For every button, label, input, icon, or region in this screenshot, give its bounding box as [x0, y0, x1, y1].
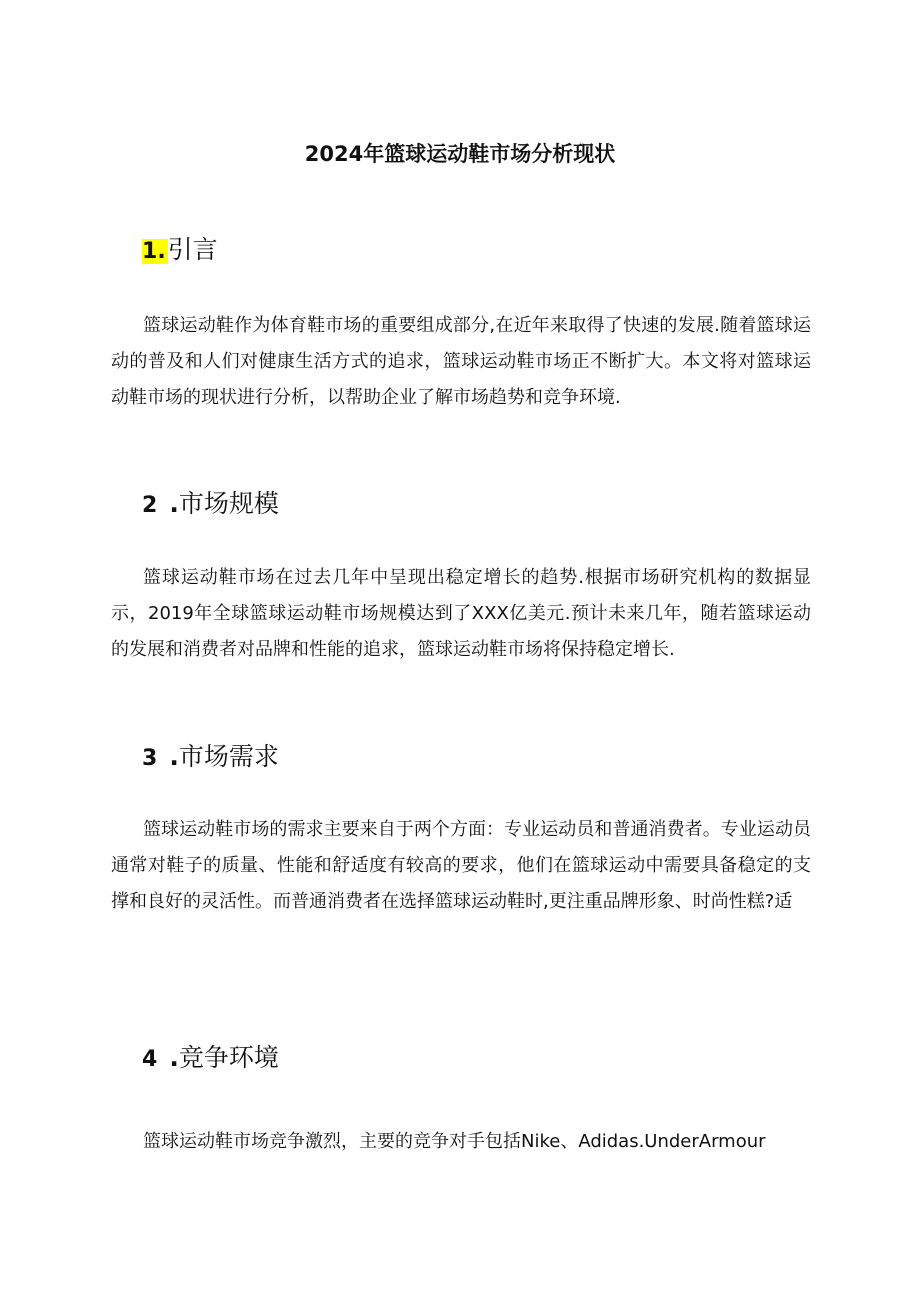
- section-title: 市场规模: [178, 489, 279, 518]
- section-heading-competition: [142, 1038, 279, 1074]
- section-paragraph-introduction: 篮球运动鞋作为体育鞋市场的重要组成部分,在近年来取得了快速的发展.随着篮球运动的普及和人们对健康生活方式的追求，篮球运动鞋市场正不断扩大。本文将对篮球运动鞋市场的现状进行分析，以帮助企业了解市场趋势和竞争环境.: [111, 315, 811, 408]
- section-number: 2: [142, 493, 158, 518]
- section-number: 1.: [142, 239, 166, 264]
- section-separator: .: [169, 1043, 179, 1072]
- section-heading-market-size: [142, 484, 279, 520]
- section-separator: .: [169, 742, 179, 771]
- section-paragraph-market-demand: 篮球运动鞋市场的需求主要来自于两个方面：专业运动员和普通消费者。专业运动员通常对鞋子的质量、性能和舒适度有较高的要求，他们在篮球运动中需要具备稳定的支撑和良好的灵活性。而普通消费者在选择篮球运动鞋时,更注重品牌形象、时尚性糕?适: [111, 819, 811, 912]
- section-number: 4: [142, 1047, 158, 1072]
- section-title: 市场需求: [178, 742, 279, 771]
- section-number: 3: [142, 746, 158, 771]
- section-separator: .: [169, 489, 179, 518]
- section-heading-introduction: [142, 230, 218, 266]
- section-heading-market-demand: [142, 737, 279, 773]
- section-paragraph-market-size: 篮球运动鞋市场在过去几年中呈现出稳定增长的趋势.根据市场研究机构的数据显示，2019年全球篮球运动鞋市场规模达到了XXX亿美元.预计未来几年，随若篮球运动的发展和消费者对品牌和性能的追求，篮球运动鞋市场将保持稳定增长.: [111, 567, 811, 660]
- section-title: 引言: [167, 235, 218, 264]
- section-title: 竞争环境: [178, 1043, 279, 1072]
- document-title: 2024年篮球运动鞋市场分析现状: [304, 142, 616, 166]
- section-paragraph-competition: 篮球运动鞋市场竞争激烈，主要的竞争对手包括Nike、Adidas.UnderArmour: [143, 1131, 766, 1152]
